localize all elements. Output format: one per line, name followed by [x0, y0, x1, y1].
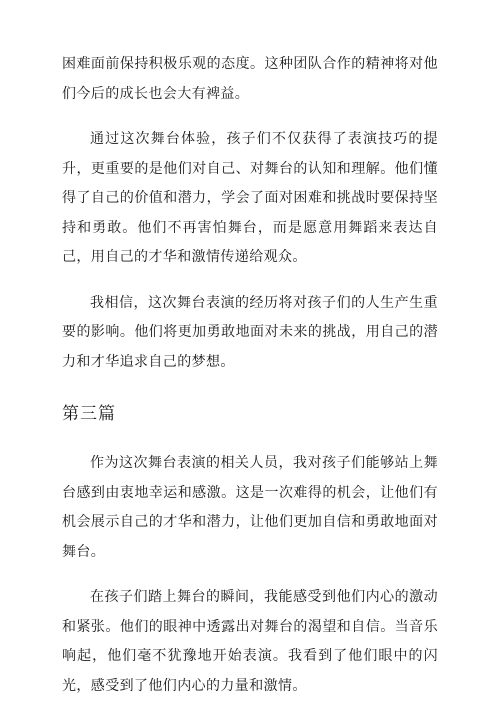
paragraph-gratitude: 作为这次舞台表演的相关人员，我对孩子们能够站上舞台感到由衷地幸运和感激。这是一次难得的机会，让他们有机会展示自己的才华和潜力，让他们更加自信和勇敢地面对舞台。	[62, 455, 438, 560]
paragraph-stage-experience: 通过这次舞台体验，孩子们不仅获得了表演技巧的提升，更重要的是他们对自己、对舞台的认知和理解。他们懂得了自己的价值和潜力，学会了面对困难和挑战时要保持坚持和勇敢。他们不再害怕舞台，而是愿意用舞蹈来表达自己，用自己的才华和激情传递给观众。	[62, 131, 438, 265]
section-heading: 第三篇	[62, 404, 116, 424]
paragraph-stage-moment: 在孩子们踏上舞台的瞬间，我能感受到他们内心的激动和紧张。他们的眼神中透露出对舞台的渴望和自信。当音乐响起，他们毫不犹豫地开始表演。我看到了他们眼中的闪光，感受到了他们内心的力量和激情。	[62, 589, 438, 694]
paragraph-continued: 困难面前保持积极乐观的态度。这种团队合作的精神将对他们今后的成长也会大有裨益。	[62, 56, 438, 102]
paragraph-belief: 我相信，这次舞台表演的经历将对孩子们的人生产生重要的影响。他们将更加勇敢地面对未来的挑战，用自己的潜力和才华追求自己的梦想。	[62, 294, 438, 370]
